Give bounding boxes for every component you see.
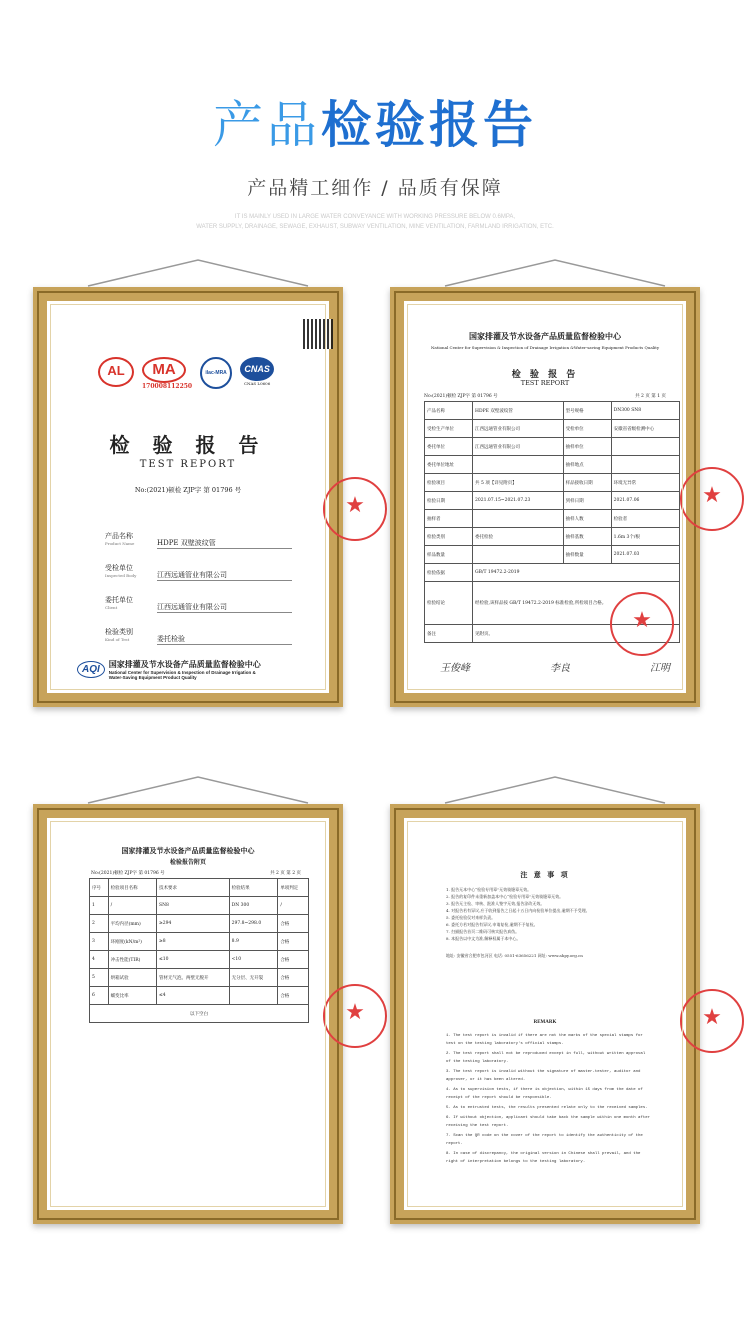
ma-logo [142,357,192,390]
report-heading-en: TEST REPORT [520,379,570,387]
table-cell: 蠕变比率 [108,987,156,1005]
row-value [611,438,679,456]
table-cell: 8.9 [229,933,278,951]
remark-item: 4. As to supervision tests, if there is objection, within 15 days from the date of receipt of the report should be responsible. [446,1088,643,1100]
table-cell: 5 [90,969,109,987]
table-cell: 烘箱试验 [108,969,156,987]
issuer-name-en-2: Water-Saving Equipment Product Quality [108,675,197,680]
column-header: 序号 [90,879,109,897]
signature-auditor: 李良 [550,663,570,674]
hanger-wire-3 [83,775,313,805]
row-value: 江西远通管业有限公司 [473,438,564,456]
field-sub: Client [105,605,118,610]
row-label: 备注 [425,625,473,643]
notice-item: 2. 报告的复印件未重新加盖本中心“检验专用章”无效骑缝章无效。 [446,894,564,899]
row-value: 检验者 [611,510,679,528]
certificate-frame-3 [33,804,365,1224]
row-value [473,546,564,564]
notice-item: 3. 报告无主检、审核、批准人签字无效,报告涂改无效。 [446,901,545,906]
table-cell: 无分层、无开裂 [229,969,278,987]
table-row [425,402,680,420]
row-label: 到样日期 [563,492,611,510]
table-cell: 2 [90,915,109,933]
red-seal-stamp-edge: ★ [680,467,744,531]
column-header: 检验项目名称 [108,879,156,897]
certificate-frame-2 [390,287,722,707]
row-label: 委托单位地址 [425,456,473,474]
red-seal-stamp: ★ [610,592,674,656]
table-cell: 3 [90,933,109,951]
row-label: 委托单位 [425,438,473,456]
table-cell: 合格 [278,933,309,951]
row-label: 受检单位 [563,420,611,438]
qr-code-icon [303,319,333,349]
table-cell: 合格 [278,969,309,987]
table-cell: 4 [90,951,109,969]
test-report-appendix [53,824,365,1204]
row-label: 检验项目 [425,474,473,492]
appendix-table [89,878,309,1023]
field-product-name [105,531,292,549]
table-cell: 合格 [278,915,309,933]
aqi-logo: AQI [77,661,105,678]
notice-list-en [446,1032,652,1168]
page-title [0,95,750,155]
notice-title-en: REMARK [533,1020,557,1025]
issuer-name-en-1: National Center for Supervision & Inspection of Drainage Irrigation & [108,670,256,675]
report-notice-page [410,824,722,1204]
page-subtitle: 产品精工细作 / 品质有保障 [247,177,503,199]
remark-item: 7. Scan the QR code on the cover of the report to identify the authenticity of the report. [446,1134,643,1146]
report-heading: 检 验 报 告 [109,433,267,457]
page-header [0,95,750,232]
table-row [425,474,680,492]
notice-item: 5. 委托检验仅对来样负责。 [446,915,496,920]
table-cell: SN8 [157,897,230,915]
remark-item: 2. The test report shall not be reproduced except in full, without written approval of the testing laboratory. [446,1052,646,1064]
ilac-logo: ilac-MRA [200,357,232,389]
report-heading-en: TEST REPORT [139,459,237,470]
table-row [425,510,680,528]
row-label: 产品名称 [425,402,473,420]
row-value: HDPE 双壁波纹管 [473,402,564,420]
row-label: 抽样单位 [563,438,611,456]
remark-item: 6. If without objection, applicant should take back the sample within one month after receiving the test report. [446,1116,651,1128]
remark-item: 8. In case of discrepancy, the original version in Chinese shall prevail, and the right of interpretation belongs to the testing laboratory. [446,1152,641,1164]
table-cell: DN 300 [229,897,278,915]
table-row [90,969,309,987]
red-seal-stamp: ★ [323,477,387,541]
table-cell: 1 [90,897,109,915]
notice-title-cn: 注 意 事 项 [520,871,570,879]
test-report-page-1 [410,307,722,687]
field-sub: Product Name [105,541,135,546]
table-row [90,987,309,1005]
hanger-wire-2 [440,258,670,288]
field-inspected-body [105,563,292,581]
hanger-wire-4 [440,775,670,805]
ma-code: 170008112250 [142,383,193,390]
english-caption-line-2: WATER SUPPLY, DRAINAGE, SEWAGE, EXHAUST, SUBWAY VENTILATION, MINE VENTILATION, FARMLAND IRRIGATION, ETC. [196,224,554,230]
field-value: HDPE 双壁波纹管 [157,538,292,549]
english-caption-line-1: IT IS MAINLY USED IN LARGE WATER CONVEYANCE WITH WORKING PRESSURE BELOW 0.6MPA, [234,214,516,220]
field-label: 检验类别 [105,628,133,636]
row-label: 检验依据 [425,564,473,582]
column-header: 单项判定 [278,879,309,897]
row-value: 2021.07.15~2021.07.23 [473,492,564,510]
table-row [425,564,680,582]
cnas-logo-text: CNAS [240,357,274,381]
table-cell: 合格 [278,987,309,1005]
table-cell [229,987,278,1005]
row-value: 经检验,该样品按 GB/T 19472.2-2019 标准检验,所检项目合格。 [473,582,680,625]
title-part-a: 产品 [213,96,321,154]
center-name-cn: 国家排灌及节水设备产品质量监督检验中心 [121,847,255,855]
table-cell: ≤4 [157,987,230,1005]
al-logo: AL [98,357,134,387]
table-header-row [90,879,309,897]
row-label: 检验类别 [425,528,473,546]
row-value: 委托检验 [473,528,564,546]
row-label: 型号规格 [563,402,611,420]
appendix-subtitle: 检验报告附页 [169,859,206,866]
row-value: 安徽省省级检测中心 [611,420,679,438]
accreditation-logos [98,357,274,390]
row-value: 环境无异常 [611,474,679,492]
table-cell: ≥294 [157,915,230,933]
field-sub: Inspected Body [105,573,137,578]
signature-approver: 王俊峰 [440,663,470,674]
row-label: 样品接收日期 [563,474,611,492]
remark-item: 1. The test report is invalid if there are not the marks of the special stamps for test on the testing laboratory's official stamps. [446,1034,643,1046]
issuer-name-cn: 国家排灌及节水设备产品质量监督检验中心 [108,660,261,669]
center-name-en: National Center for Supervision & Inspection of Drainage Irrigation &Water-saving Equipment Products Quality [430,345,660,350]
contact-info: 地址: 安徽省合肥市包河区 电话: 0551-63656221 网址: www.ahpy.org.cn [446,953,583,958]
table-row [425,528,680,546]
signature-tester: 江明 [650,663,670,674]
table-cell: ≤10 [157,951,230,969]
table-cell: <10 [229,951,278,969]
blank-note: 以下空白 [90,1005,309,1023]
row-label: 抽样者 [425,510,473,528]
center-name-cn: 国家排灌及节水设备产品质量监督检验中心 [469,332,621,341]
certificate-frame-1 [33,287,365,707]
row-value: GB/T 19472.2-2019 [473,564,680,582]
table-cell: / [108,897,156,915]
row-value [473,510,564,528]
red-seal-stamp-edge: ★ [680,989,744,1053]
table-cell: / [278,897,309,915]
signatures [440,659,670,674]
field-value: 江西远通管业有限公司 [157,570,292,581]
field-label: 受检单位 [105,564,133,572]
row-value: 见附页。 [473,625,680,643]
row-label: 检验结论 [425,582,473,625]
table-row [425,546,680,564]
report-number: No:(2021)顿检 ZJP字 第 01796 号 [91,871,165,876]
column-header: 技术要求 [157,879,230,897]
table-cell: 环刚度(kN/m²) [108,933,156,951]
field-value: 委托检验 [157,634,292,645]
test-report-cover [53,307,365,687]
row-label: 抽样人数 [563,510,611,528]
table-row [425,438,680,456]
table-cell: 管材无气泡、两壁无脱开 [157,969,230,987]
report-heading: 检 验 报 告 [511,370,579,380]
row-value [473,456,564,474]
notice-item: 7. 扫描报告首页二维码可核实报告真伪。 [446,929,520,934]
table-row [90,951,309,969]
red-seal-stamp-edge: ★ [323,984,387,1048]
row-label: 抽样地点 [563,456,611,474]
row-value: 共 5 项【详见附页】 [473,474,564,492]
table-row [425,492,680,510]
notice-list-cn [446,886,652,942]
remark-item: 5. As to entrusted tests, the results presented relate only to the received samples. [446,1106,648,1110]
page-indicator: 共 2 页 第 2 页 [270,871,301,876]
row-value: 2021.07.03 [611,546,679,564]
notice-item: 6. 委托方若对报告有异议,申请复检,逾期不予复检。 [446,922,538,927]
table-cell: 冲击性能(TIR) [108,951,156,969]
row-value: 2021.07.06 [611,492,679,510]
row-value: 1.6m 3个/根 [611,528,679,546]
table-row [90,1005,309,1023]
row-value [611,456,679,474]
table-row [90,915,309,933]
cnas-code: CNAS L0606 [243,381,271,386]
table-row [425,420,680,438]
table-cell: 合格 [278,951,309,969]
table-cell: 297.8~298.0 [229,915,278,933]
row-value: 江西远通管业有限公司 [473,420,564,438]
row-label: 受检生产单位 [425,420,473,438]
certificate-frame-4 [390,804,722,1224]
field-label: 委托单位 [105,596,133,604]
field-kind-of-test [105,627,292,645]
report-number: No:(2021)顿检 ZJP字 第 01796 号 [134,486,242,494]
notice-item: 8. 本报告以中文为准,解释权属于本中心。 [446,936,521,941]
field-client [105,595,292,613]
ma-logo-text: MA [142,357,186,383]
row-value: DN300 SN8 [611,402,679,420]
remark-item: 3. The test report is invalid without the signature of master-tester, auditor and approver, or it has been altered. [446,1070,641,1082]
page-indicator: 共 2 页 第 1 页 [635,394,666,399]
field-value: 江西远通管业有限公司 [157,602,292,613]
issuer-block [77,659,261,680]
hanger-wire-1 [83,258,313,288]
row-label: 样品数量 [425,546,473,564]
table-cell: ≥8 [157,933,230,951]
row-label: 抽样基数 [563,528,611,546]
table-row [90,933,309,951]
field-label: 产品名称 [105,532,133,540]
row-label: 抽样数量 [563,546,611,564]
title-part-b: 检验报告 [321,96,537,154]
english-caption [0,212,750,232]
notice-item: 1. 报告无本中心“检验专用章”无效骑缝章无效。 [446,887,532,892]
cnas-logo [240,357,274,390]
row-label: 检验日期 [425,492,473,510]
table-cell: 6 [90,987,109,1005]
table-row [90,897,309,915]
notice-item: 4. 对报告若有异议,应于收到报告之日起十五日内向检验单位提出,逾期不予受理。 [446,908,590,913]
report-number: No:(2021)顿检 ZJP字 第 01796 号 [424,394,498,399]
column-header: 检验结果 [229,879,278,897]
field-sub: Kind of Test [105,637,130,642]
table-cell: 平均内径(mm) [108,915,156,933]
table-row [425,456,680,474]
